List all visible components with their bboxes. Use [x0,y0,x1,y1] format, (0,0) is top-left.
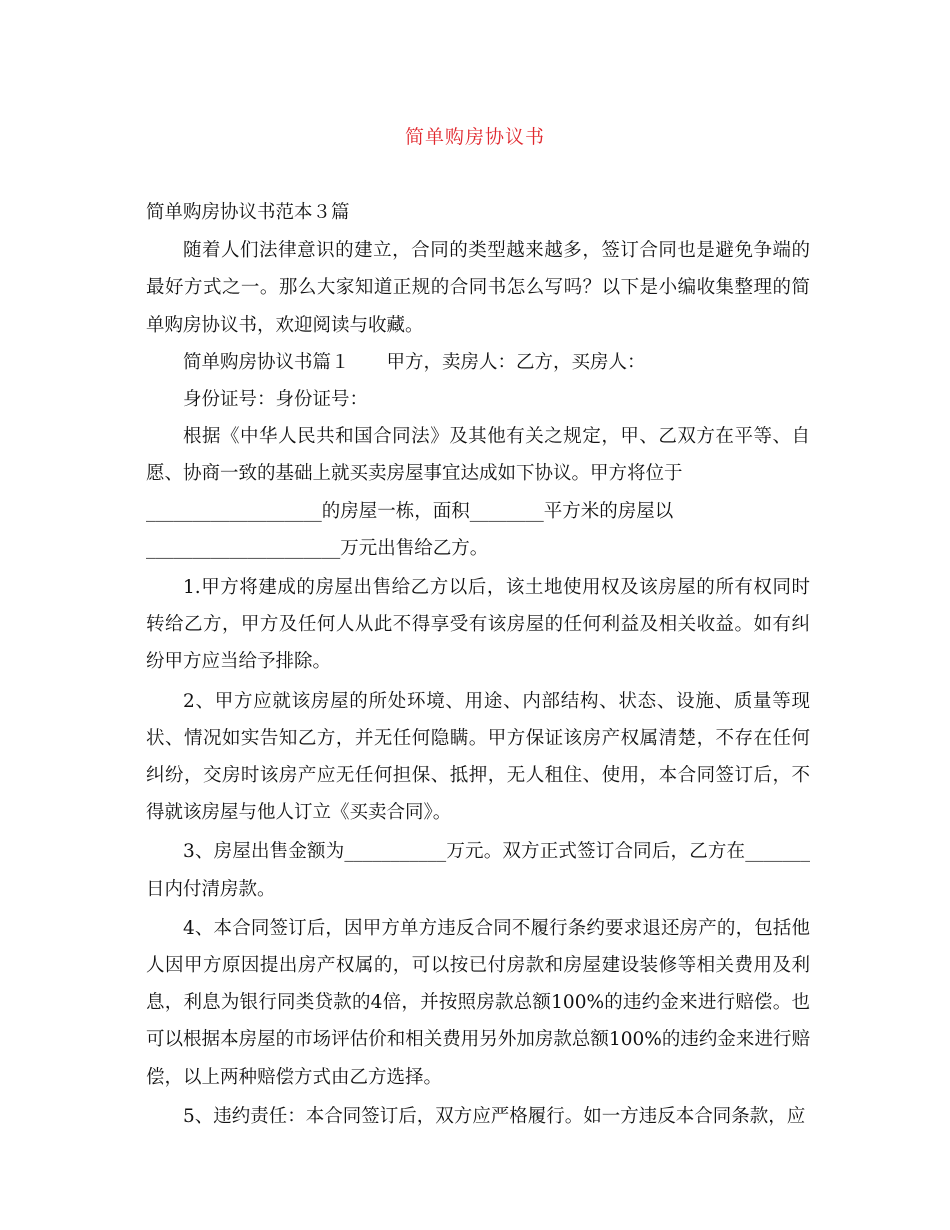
paragraph-clause-1: 1.甲方将建成的房屋出售给乙方以后，该土地使用权及该房屋的所有权同时转给乙方，甲方及任何人从此不得享受有该房屋的任何利益及相关收益。如有纠纷甲方应当给予排除。 [146,577,810,673]
paragraph-id-numbers: 身份证号：身份证号： [183,389,369,411]
paragraph-price-blank: _____________________万元出售给乙方。 [146,537,489,559]
document-subtitle: 简单购房协议书范本３篇 [146,202,350,223]
paragraph-intro: 随着人们法律意识的建立，合同的类型越来越多，签订合同也是避免争端的最好方式之一。那么大家知道正规的合同书怎么写吗？以下是小编收集整理的简单购房协议书，欢迎阅读与收藏。 [146,240,810,336]
paragraph-clause-5: 5、违约责任：本合同签订后，双方应严格履行。如一方违反本合同条款，应 [183,1105,806,1127]
paragraph-clause-3: 3、房屋出售金额为___________万元。双方正式签订合同后，乙方在_______日内付清房款。 [146,841,810,900]
paragraph-clause-4: 4、本合同签订后，因甲方单方违反合同不履行条约要求退还房产的，包括他人因甲方原因提出房产权属的，可以按已付房款和房屋建设装修等相关费用及利息，利息为银行同类贷款的4倍，并按照房款总额100%的违约金来进行赔偿。也可以根据本房屋的市场评估价和相关费用另外加房款总额100%的违约金来进行赔偿，以上两种赔偿方式由乙方选择。 [146,917,810,1088]
paragraph-clause-2: 2、甲方应就该房屋的所处环境、用途、内部结构、状态、设施、质量等现状、情况如实告知乙方，并无任何隐瞒。甲方保证该房产权属清楚，不存在任何纠纷，交房时该房产应无任何担保、抵押，无人租住、使用，本合同签订后，不得就该房屋与他人订立《买卖合同》。 [146,690,810,824]
paragraph-parties: 简单购房协议书篇１ 甲方，卖房人：乙方，买房人： [183,351,646,373]
paragraph-location-blank: ___________________的房屋一栋，面积________平方米的房屋以 [146,500,674,522]
document-body [146,194,810,1135]
document-title: 简单购房协议书 [404,126,545,148]
paragraph-agreement-basis: 根据《中华人民共和国合同法》及其他有关之规定，甲、乙双方在平等、自愿、协商一致的基础上就买卖房屋事宜达成如下协议。甲方将位于 [146,426,810,485]
